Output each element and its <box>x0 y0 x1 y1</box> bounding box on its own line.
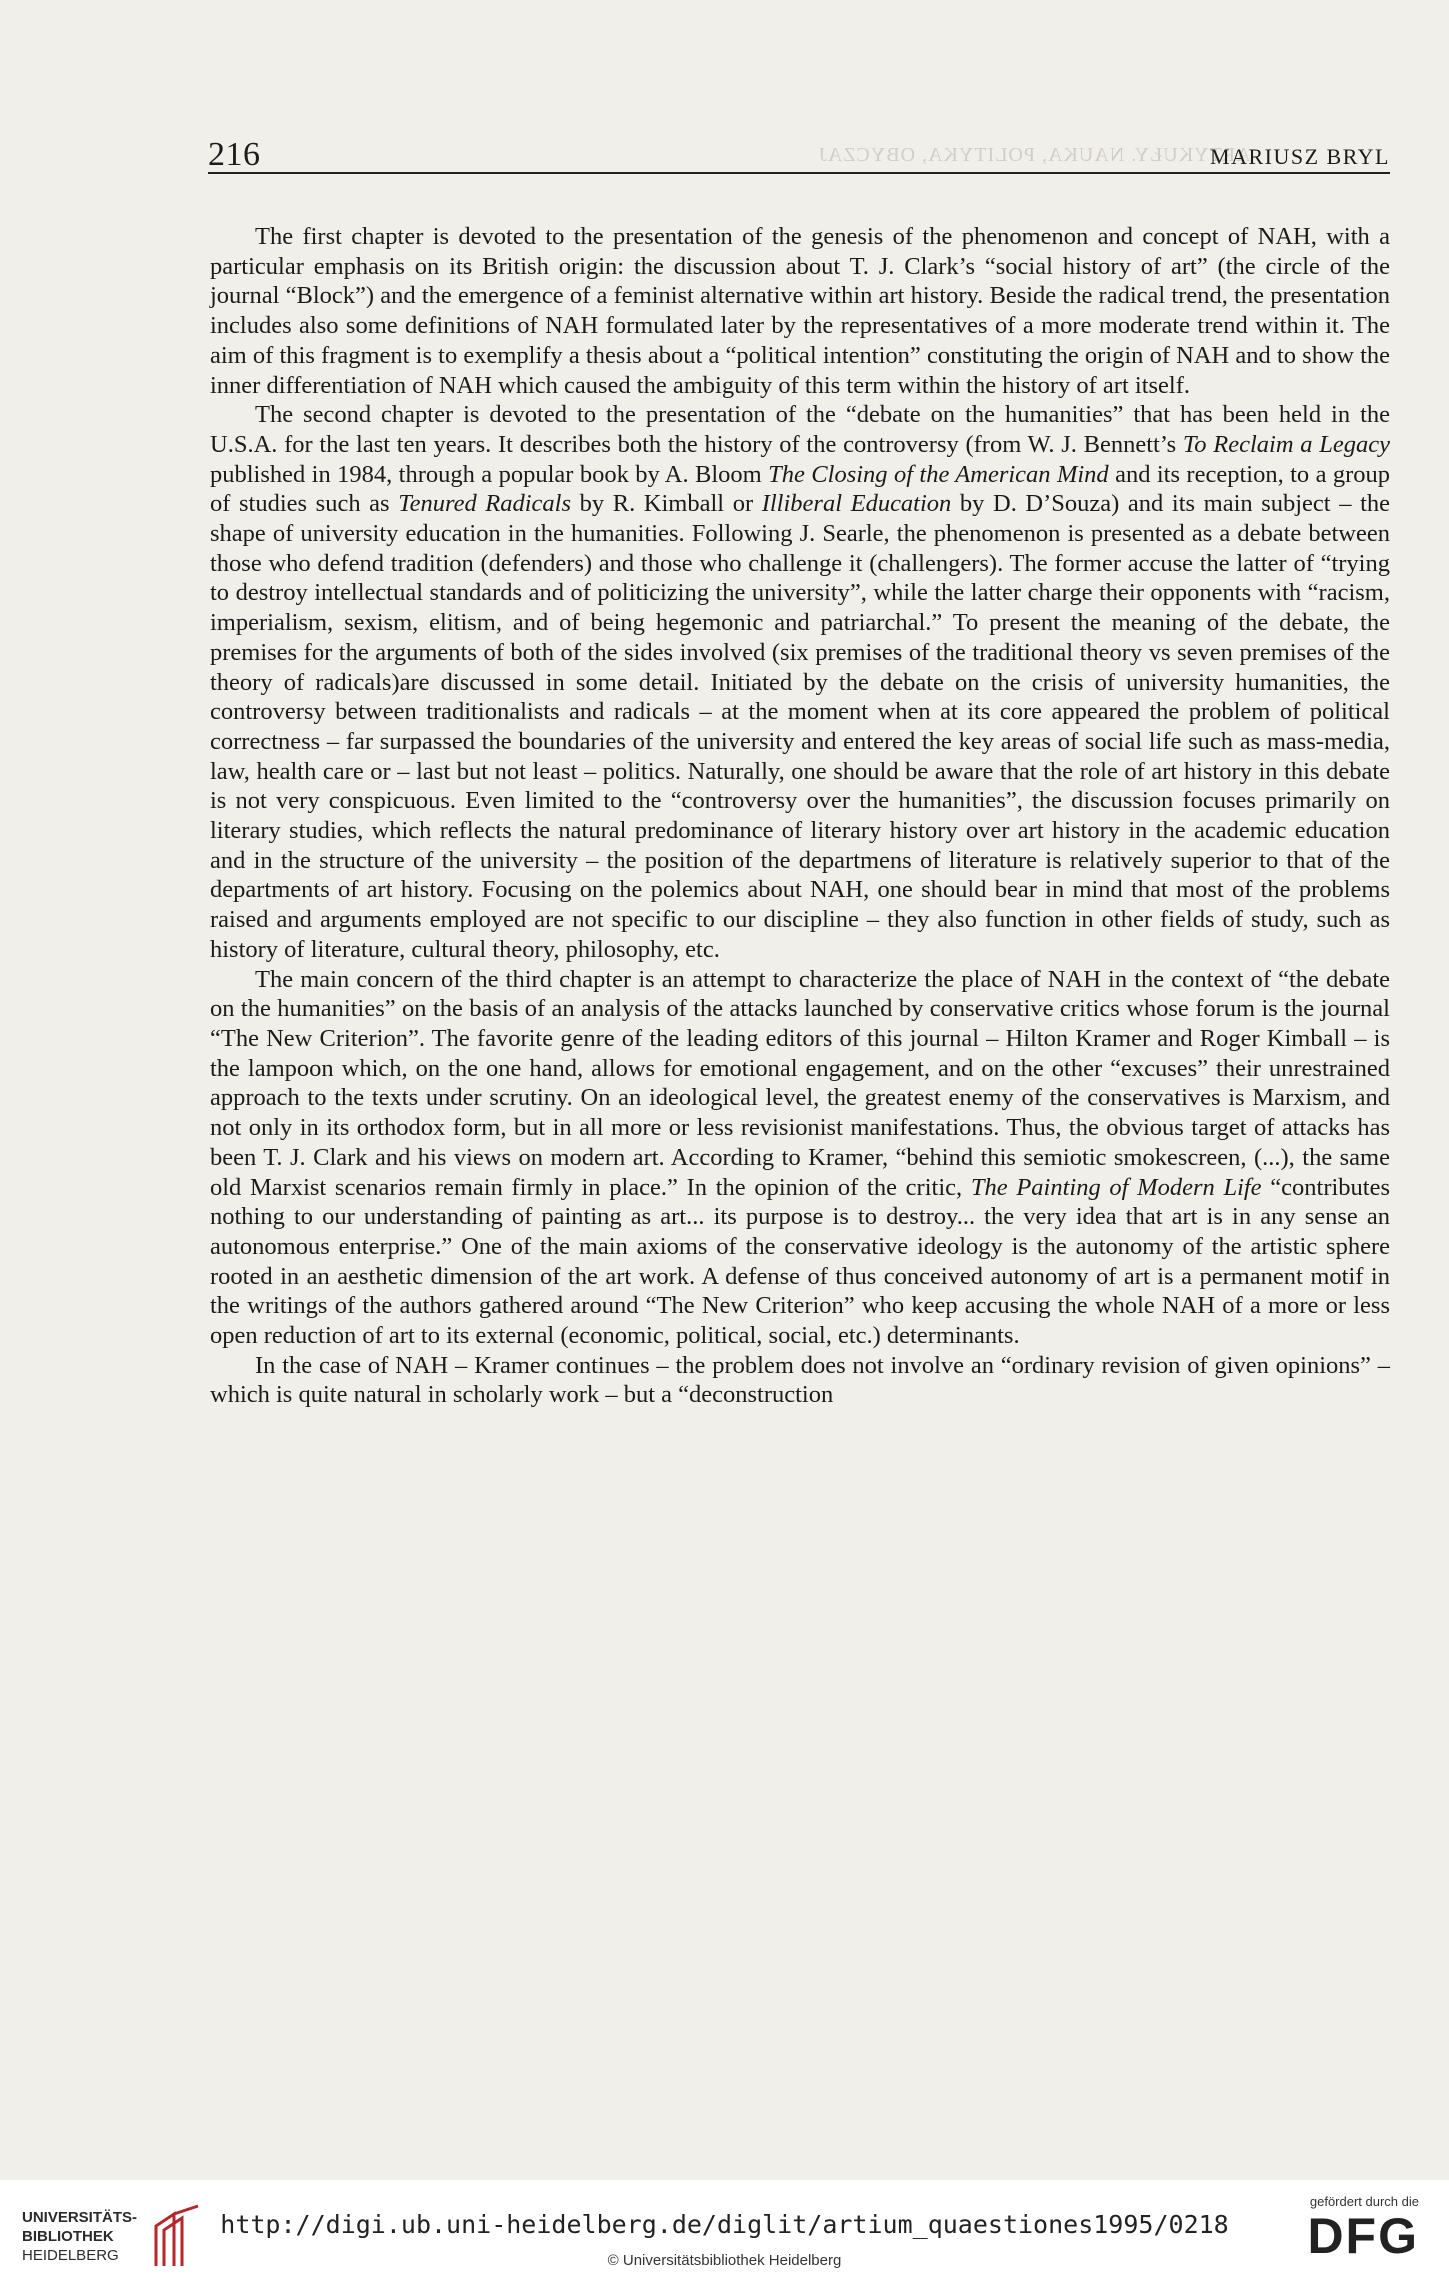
paragraph-1: The first chapter is devoted to the presentation of the genesis of the phenomenon and concept of NAH, with a particular emphasis on its British origin: the discussion about T. J. Clark’s “social history of art” (the circle of the journal “Block”) and the emergence of a feminist alternative within art history. Beside the radical trend, the presentation includes also some definitions of NAH formulated later by the representatives of a more moderate trend within it. The aim of this fragment is to exemplify a thesis about a “political intention” constituting the origin of NAH and to show the inner differentiation of NAH which caused the ambiguity of this term within the history of art itself. <box>210 223 1390 399</box>
text-run: published in 1984, through a popular book by A. Bloom <box>210 460 769 488</box>
text-run: by D. D’Souza) and its main subject – the shape of university education in the humanities. Following J. Searle, the phenomenon is presented as a debate between those who defend tradition (defenders) and those who challenge it (challengers). The former accuse the latter of “trying to destroy intellectual standards and of politicizing the university”, while the latter charge their opponents with “racism, imperialism, sexism, elitism, and of being hegemonic and patriarchal.” To present the meaning of the debate, the premises for the arguments of both of the sides involved (six premises of the traditional theory vs seven premises of the theory of radicals)are discussed in some detail. Initiated by the debate on the crisis of university humanities, the controversy between traditionalists and radicals – at the moment when at its core appeared the problem of political correctness – far surpassed the boundaries of the university and entered the key areas of social life such as mass-media, law, health care or – last but not least – politics. Naturally, one should be aware that the role of art history in this debate is not very conspicuous. Even limited to the “controversy over the humanities”, the discussion focuses primarily on literary studies, which reflects the natural predominance of literary history over art history in the academic education and in the structure of the university – the position of the departmens of literature is relatively superior to that of the departments of art history. Focusing on the polemics about NAH, one should bear in mind that most of the problems raised and arguments employed are not specific to our discipline – they also function in other fields of study, such as history of literature, cultural theory, philosophy, etc. <box>210 490 1390 963</box>
funding-label: gefördert durch die <box>1309 2194 1419 2209</box>
funder-logo <box>1279 2194 1419 2274</box>
copyright-notice: © Universitätsbibliothek Heidelberg <box>607 2252 842 2269</box>
paragraph-3 <box>210 965 1390 1351</box>
bleed-through-text: ARTYKUŁY. NAUKA, POLITYKA, OBYCZAJ <box>818 144 1251 166</box>
paragraph-4: In the case of NAH – Kramer continues – the problem does not involve an “ordinary revision of given opinions” – which is quite natural in scholarly work – but a “deconstruction <box>210 1351 1390 1409</box>
book-title: To Reclaim a Legacy <box>1182 430 1390 458</box>
book-title: The Painting of Modern Life <box>970 1173 1262 1201</box>
library-name-line: UNIVERSITÄTS- <box>22 2209 138 2226</box>
citation-url[interactable]: http://digi.ub.uni-heidelberg.de/diglit/artium_quaestiones1995/0218 <box>220 2210 1229 2239</box>
page-number: 216 <box>208 136 261 173</box>
paragraph-2 <box>210 400 1390 964</box>
book-title: The Closing of the American Mind <box>768 460 1109 488</box>
book-title: Tenured Radicals <box>398 490 572 518</box>
text-run: and its reception, to a group of studies such as <box>210 460 1391 518</box>
library-name-line: BIBLIOTHEK <box>22 2228 114 2245</box>
author-name: MARIUSZ BRYL <box>1210 144 1390 169</box>
text-run: The second chapter is devoted to the presentation of the “debate on the humanities” that has been held in the U.S.A. for the last ten years. It describes both the history of the controversy (from W. J. Bennett’s <box>210 401 1390 458</box>
footer-bar <box>0 2180 1449 2283</box>
text-run: by R. Kimball or <box>571 490 762 518</box>
running-head <box>208 132 1390 174</box>
book-title: Illiberal Education <box>761 490 952 518</box>
citation-link[interactable] <box>0 2210 1449 2239</box>
library-name-line: HEIDELBERG <box>22 2247 119 2264</box>
dfg-logo: DFG <box>1307 2208 1419 2264</box>
body-text <box>210 222 1390 1410</box>
text-run: The main concern of the third chapter is an attempt to characterize the place of NAH in the context of “the debate on the humanities” on the basis of an analysis of the attacks launched by conservative critics whose forum is the journal “The New Criterion”. The favorite genre of the leading editors of this journal – Hilton Kramer and Roger Kimball – is the lampoon which, on the one hand, allows for emotional engagement, and on the other “excuses” their unrestrained approach to the texts under scrutiny. On an ideological level, the greatest enemy of the conservatives is Marxism, and not only in its orthodox form, but in all more or less revisionist manifestations. Thus, the obvious target of attacks has been T. J. Clark and his views on modern art. According to Kramer, “behind this semiotic smokescreen, (...), the same old Marxist scenarios remain firmly in place.” In the opinion of the critic, <box>210 965 1390 1201</box>
text-run: “contributes nothing to our understanding of painting as art... its purpose is to destroy... the very idea that art is in any sense an autonomous enterprise.” One of the main axioms of the conservative ideology is the autonomy of the artistic sphere rooted in an aesthetic dimension of the art work. A defense of thus conceived autonomy of art is a permanent motif in the writings of the authors gathered around “The New Criterion” who keep accusing the whole NAH of a more or less open reduction of art to its external (economic, political, social, etc.) determinants. <box>210 1173 1391 1350</box>
